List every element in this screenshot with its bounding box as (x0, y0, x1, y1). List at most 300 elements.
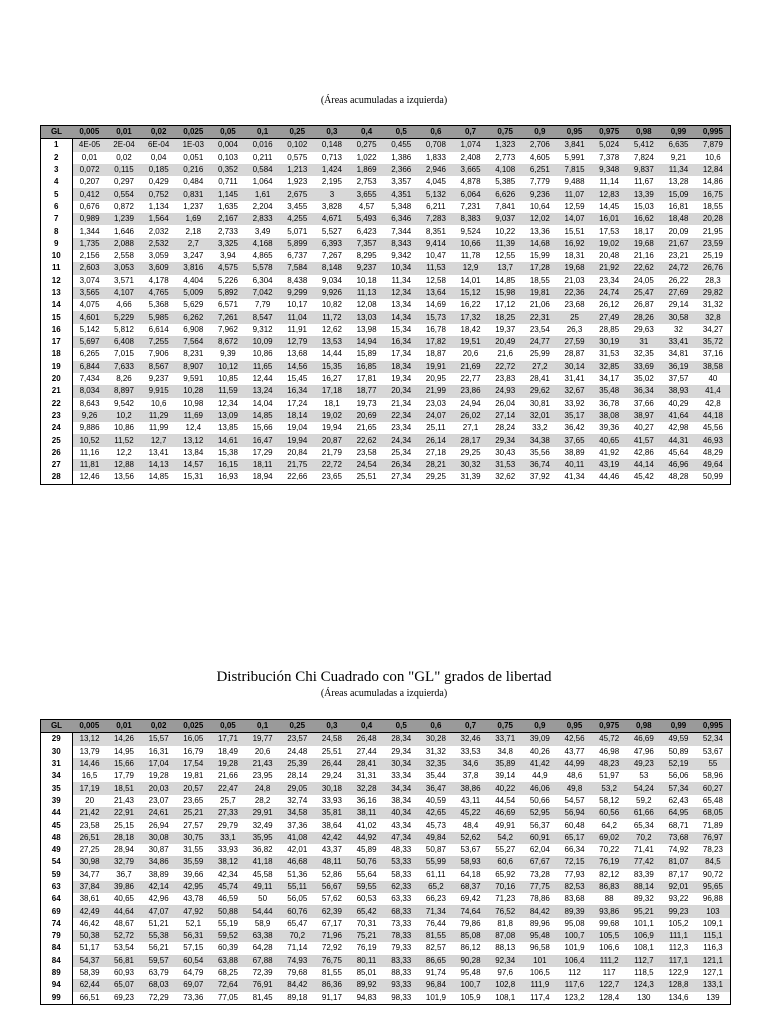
header-probability: 0,1 (245, 720, 280, 733)
value-cell: 39,86 (107, 881, 142, 893)
value-cell: 22,36 (557, 287, 592, 299)
value-cell: 7,633 (107, 361, 142, 373)
value-cell: 46,93 (696, 434, 731, 446)
value-cell: 3,565 (72, 287, 107, 299)
value-cell: 7,261 (211, 311, 246, 323)
value-cell: 14,57 (176, 459, 211, 471)
value-cell: 31,32 (702, 300, 723, 310)
value-cell: 1,064 (252, 177, 273, 187)
value-cell: 0,352 (211, 164, 246, 176)
value-cell: 23,65 (183, 795, 204, 805)
value-cell: 70,22 (599, 845, 620, 855)
value-cell: 64,79 (183, 968, 204, 978)
value-cell: 7,779 (529, 177, 550, 187)
table-row (41, 139, 731, 152)
value-cell: 25,47 (627, 287, 662, 299)
value-cell: 14,94 (349, 336, 384, 348)
value-cell: 55,11 (280, 881, 315, 893)
header-probability: 0,4 (349, 720, 384, 733)
value-cell: 52,1 (185, 918, 202, 928)
gl-cell: 74 (41, 918, 73, 930)
header-probability: 0,005 (72, 720, 107, 733)
value-cell: 65,42 (349, 905, 384, 917)
value-cell: 59,52 (211, 930, 246, 942)
value-cell: 11,13 (349, 287, 384, 299)
value-cell: 96,88 (702, 894, 723, 904)
value-cell: 14,26 (107, 733, 142, 746)
value-cell: 12,46 (72, 471, 107, 484)
value-cell: 10,09 (245, 336, 280, 348)
value-cell: 46,59 (217, 894, 238, 904)
value-cell: 7,357 (349, 238, 384, 250)
value-cell: 60,6 (488, 856, 523, 868)
value-cell: 62,44 (72, 979, 107, 991)
header-probability: 0,99 (661, 126, 696, 139)
value-cell: 34,8 (497, 746, 513, 756)
chi-square-table-2 (40, 719, 731, 1005)
value-cell: 16,05 (176, 733, 211, 746)
value-cell: 53,33 (384, 856, 419, 868)
value-cell: 23,34 (599, 275, 620, 285)
value-cell: 67,17 (321, 918, 342, 928)
header-probability: 0,4 (349, 126, 384, 139)
value-cell: 35,56 (529, 447, 550, 457)
value-cell: 19,94 (321, 423, 342, 433)
value-cell: 30,19 (592, 336, 627, 348)
value-cell: 71,14 (287, 943, 308, 953)
value-cell: 7,255 (141, 336, 176, 348)
value-cell: 40,29 (668, 398, 689, 408)
table2-title: Distribución Chi Cuadrado con "GL" grados de libertad (216, 669, 552, 685)
gl-cell: 21 (41, 385, 73, 397)
gl-cell: 26 (41, 447, 73, 459)
value-cell: 61,11 (426, 869, 446, 879)
value-cell: 1,134 (148, 201, 169, 211)
value-cell: 2,946 (419, 164, 454, 176)
gl-cell: 7 (41, 213, 73, 225)
value-cell: 0,102 (280, 139, 315, 152)
table-row (41, 225, 731, 237)
value-cell: 33,71 (488, 733, 523, 746)
value-cell: 6,064 (453, 188, 488, 200)
value-cell: 26,87 (633, 300, 654, 310)
value-cell: 18,51 (107, 782, 142, 794)
value-cell: 51,21 (148, 918, 169, 928)
value-cell: 6,251 (523, 164, 558, 176)
value-cell: 12,7 (141, 434, 176, 446)
value-cell: 0,051 (183, 152, 204, 162)
value-cell: 39,09 (523, 733, 558, 746)
value-cell: 18,55 (702, 201, 723, 211)
value-cell: 12,62 (321, 324, 342, 334)
value-cell: 37,92 (523, 471, 558, 484)
value-cell: 44,64 (107, 905, 142, 917)
value-cell: 56,05 (287, 894, 308, 904)
value-cell: 12,58 (425, 275, 446, 285)
value-cell: 82,57 (425, 943, 446, 953)
value-cell: 106,9 (627, 930, 662, 942)
value-cell: 0,211 (252, 152, 273, 162)
value-cell: 5,697 (72, 336, 107, 348)
value-cell: 52,95 (523, 807, 558, 819)
value-cell: 51,17 (79, 943, 100, 953)
value-cell: 17,79 (113, 771, 134, 781)
value-cell: 55,99 (419, 856, 454, 868)
value-cell: 59,57 (141, 955, 176, 967)
value-cell: 28,18 (107, 832, 142, 844)
value-cell: 53,67 (702, 746, 723, 756)
value-cell: 46,98 (599, 746, 620, 756)
value-cell: 60,53 (356, 894, 377, 904)
value-cell: 13,39 (627, 188, 662, 200)
value-cell: 4,765 (141, 287, 176, 299)
value-cell: 45,22 (453, 807, 488, 819)
value-cell: 9,237 (349, 262, 384, 274)
value-cell: 16,34 (384, 336, 419, 348)
value-cell: 13,28 (668, 177, 689, 187)
value-cell: 35,72 (696, 336, 731, 348)
value-cell: 38,08 (592, 410, 627, 422)
value-cell: 77,93 (564, 869, 585, 879)
value-cell: 79,86 (460, 918, 481, 928)
value-cell: 10,82 (321, 300, 342, 310)
value-cell: 5,348 (391, 201, 412, 211)
value-cell: 5,412 (627, 139, 662, 152)
value-cell: 4,108 (488, 164, 523, 176)
value-cell: 32,8 (696, 311, 731, 323)
value-cell: 14,61 (211, 434, 246, 446)
value-cell: 11,78 (460, 251, 481, 261)
value-cell: 4,255 (280, 213, 315, 225)
value-cell: 49,23 (627, 758, 662, 770)
value-cell: 101,9 (419, 992, 454, 1005)
value-cell: 14,86 (702, 177, 723, 187)
value-cell: 1,646 (113, 226, 134, 236)
gl-cell: 10 (41, 250, 73, 262)
value-cell: 10,2 (107, 410, 142, 422)
value-cell: 0,103 (217, 152, 238, 162)
gl-cell: 28 (41, 471, 73, 484)
value-cell: 36,74 (523, 459, 558, 471)
value-cell: 3,455 (287, 201, 308, 211)
chi-square-table-1 (40, 125, 731, 485)
value-cell: 29,79 (217, 820, 238, 830)
value-cell: 36,34 (627, 385, 662, 397)
value-cell: 17,12 (495, 300, 516, 310)
value-cell: 4,045 (425, 177, 446, 187)
value-cell: 81,55 (321, 968, 342, 978)
value-cell: 41,4 (696, 385, 731, 397)
gl-cell: 64 (41, 893, 73, 905)
value-cell: 48,29 (702, 447, 723, 457)
value-cell: 101,1 (633, 918, 654, 928)
value-cell: 69,02 (592, 832, 627, 844)
value-cell: 21,06 (529, 300, 550, 310)
gl-cell: 44 (41, 807, 73, 819)
value-cell: 19,37 (495, 324, 516, 334)
value-cell: 41,02 (356, 820, 377, 830)
value-cell: 62,39 (315, 905, 350, 917)
value-cell: 7,962 (217, 324, 238, 334)
value-cell: 32,74 (287, 795, 308, 805)
table-row (41, 918, 731, 930)
value-cell: 50,99 (696, 471, 731, 484)
value-cell: 25,51 (349, 471, 384, 484)
value-cell: 28,41 (529, 374, 550, 384)
value-cell: 24,48 (287, 746, 308, 756)
value-cell: 76,19 (356, 943, 377, 953)
value-cell: 18,49 (217, 746, 238, 756)
value-cell: 11,69 (176, 410, 211, 422)
value-cell: 81,55 (419, 930, 454, 942)
value-cell: 8,343 (384, 238, 419, 250)
value-cell: 99,23 (661, 905, 696, 917)
value-cell: 3,655 (349, 188, 384, 200)
value-cell: 0,185 (141, 164, 176, 176)
value-cell: 8,567 (141, 361, 176, 373)
value-cell: 32 (674, 324, 683, 334)
value-cell: 37,84 (72, 881, 107, 893)
value-cell: 38,61 (79, 894, 100, 904)
value-cell: 81,45 (245, 992, 280, 1005)
value-cell: 19,02 (315, 410, 350, 422)
value-cell: 2E-04 (107, 139, 142, 152)
value-cell: 26,94 (148, 820, 169, 830)
value-cell: 5,229 (107, 311, 142, 323)
value-cell: 1,735 (72, 238, 107, 250)
value-cell: 28,85 (599, 324, 620, 334)
value-cell: 31,53 (488, 459, 523, 471)
header-probability: 0,5 (384, 126, 419, 139)
value-cell: 25,51 (321, 746, 342, 756)
header-probability: 0,25 (280, 720, 315, 733)
value-cell: 1,833 (425, 152, 446, 162)
value-cell: 17,32 (453, 311, 488, 323)
header-probability: 0,3 (315, 126, 350, 139)
header-probability: 0,75 (488, 720, 523, 733)
value-cell: 85,01 (356, 968, 377, 978)
value-cell: 0,676 (79, 201, 100, 211)
value-cell: 7,824 (633, 152, 654, 162)
value-cell: 17,04 (141, 758, 176, 770)
value-cell: 13,41 (148, 447, 169, 457)
value-cell: 124,3 (627, 979, 662, 991)
value-cell: 68,33 (384, 905, 419, 917)
value-cell: 72,29 (141, 992, 176, 1005)
value-cell: 14,01 (460, 275, 481, 285)
value-cell: 7,841 (495, 201, 516, 211)
value-cell: 44,31 (661, 434, 696, 446)
value-cell: 78,23 (702, 845, 723, 855)
value-cell: 10,66 (453, 238, 488, 250)
value-cell: 54,24 (627, 782, 662, 794)
value-cell: 91,17 (315, 992, 350, 1005)
value-cell: 74,93 (280, 955, 315, 967)
value-cell: 95,21 (627, 905, 662, 917)
value-cell: 35,02 (633, 374, 654, 384)
value-cell: 4,351 (384, 188, 419, 200)
value-cell: 101,9 (564, 943, 585, 953)
gl-cell: 34 (41, 770, 73, 782)
value-cell: 66,34 (564, 845, 585, 855)
value-cell: 82,12 (599, 869, 620, 879)
value-cell: 11,29 (141, 410, 176, 422)
gl-cell: 18 (41, 348, 73, 360)
value-cell: 90,72 (702, 869, 723, 879)
value-cell: 0,872 (113, 201, 134, 211)
value-cell: 0,429 (148, 177, 169, 187)
value-cell: 39,36 (599, 423, 620, 433)
value-cell: 7,015 (113, 349, 134, 359)
value-cell: 33,2 (532, 423, 548, 433)
table-row (41, 361, 731, 373)
value-cell: 50 (258, 894, 268, 904)
gl-cell: 59 (41, 869, 73, 881)
value-cell: 30,43 (495, 447, 516, 457)
value-cell: 15,34 (391, 324, 412, 334)
value-cell: 31,31 (356, 771, 377, 781)
gl-cell: 27 (41, 459, 73, 471)
value-cell: 9,299 (280, 287, 315, 299)
value-cell: 13,09 (211, 410, 246, 422)
value-cell: 18,48 (661, 213, 696, 225)
value-cell: 96,58 (529, 943, 550, 953)
value-cell: 11,07 (557, 188, 592, 200)
value-cell: 6,614 (148, 324, 169, 334)
value-cell: 6,626 (488, 188, 523, 200)
value-cell: 23,07 (148, 795, 169, 805)
value-cell: 52,72 (107, 930, 142, 942)
value-cell: 51,36 (287, 869, 308, 879)
value-cell: 26,76 (696, 262, 731, 274)
value-cell: 9,236 (523, 188, 558, 200)
value-cell: 32,79 (107, 856, 142, 868)
value-cell: 54,57 (564, 795, 585, 805)
value-cell: 48,33 (391, 845, 412, 855)
value-cell: 42,49 (72, 905, 107, 917)
value-cell: 38,89 (148, 869, 169, 879)
value-cell: 76,75 (315, 955, 350, 967)
value-cell: 128,8 (661, 979, 696, 991)
value-cell: 93,86 (592, 905, 627, 917)
value-cell: 70,31 (356, 918, 377, 928)
value-cell: 62,33 (384, 881, 419, 893)
value-cell: 128,4 (592, 992, 627, 1005)
value-cell: 28,94 (113, 845, 134, 855)
value-cell: 3 (315, 188, 350, 200)
value-cell: 95,48 (523, 930, 558, 942)
value-cell: 21,43 (113, 795, 134, 805)
value-cell: 95,65 (696, 881, 731, 893)
value-cell: 69,07 (176, 979, 211, 991)
value-cell: 18,34 (384, 361, 419, 373)
value-cell: 65,47 (287, 918, 308, 928)
value-cell: 38,64 (321, 820, 342, 830)
value-cell: 44,99 (557, 758, 592, 770)
value-cell: 34,86 (141, 856, 176, 868)
value-cell: 18,94 (245, 471, 280, 484)
value-cell: 112 (568, 968, 581, 978)
value-cell: 43,37 (321, 845, 342, 855)
value-cell: 29,05 (280, 782, 315, 794)
header-probability: 0,05 (211, 720, 246, 733)
value-cell: 32,28 (349, 782, 384, 794)
value-cell: 78,86 (529, 894, 550, 904)
value-cell: 20,57 (176, 782, 211, 794)
value-cell: 8,148 (315, 262, 350, 274)
value-cell: 9,524 (460, 226, 481, 236)
value-cell: 27,1 (462, 423, 479, 433)
value-cell: 45,74 (211, 881, 246, 893)
value-cell: 58,93 (453, 856, 488, 868)
value-cell: 85,08 (453, 930, 488, 942)
value-cell: 23,03 (425, 398, 446, 408)
value-cell: 26,22 (668, 275, 689, 285)
value-cell: 36,47 (419, 782, 454, 794)
value-cell: 26,12 (599, 300, 620, 310)
value-cell: 53,54 (113, 943, 134, 953)
gl-cell: 13 (41, 287, 73, 299)
gl-cell: 49 (41, 844, 73, 856)
value-cell: 83,68 (564, 894, 585, 904)
value-cell: 21,16 (633, 251, 654, 261)
value-cell: 68,25 (217, 968, 238, 978)
value-cell: 8,26 (116, 374, 132, 384)
value-cell: 0,455 (384, 139, 419, 152)
table-row (41, 967, 731, 979)
gl-cell: 89 (41, 967, 73, 979)
value-cell: 66,51 (72, 992, 107, 1005)
value-cell: 12,84 (696, 164, 731, 176)
value-cell: 35,89 (488, 758, 523, 770)
value-cell: 27,57 (183, 820, 204, 830)
value-cell: 14,69 (425, 300, 446, 310)
value-cell: 32,01 (523, 410, 558, 422)
value-cell: 76,19 (592, 856, 627, 868)
value-cell: 56,06 (668, 771, 689, 781)
table-row (41, 746, 731, 758)
value-cell: 31 (627, 336, 662, 348)
value-cell: 50,88 (211, 905, 246, 917)
value-cell: 24,93 (488, 385, 523, 397)
value-cell: 29,14 (668, 300, 689, 310)
value-cell: 38,58 (696, 361, 731, 373)
value-cell: 9,037 (488, 213, 523, 225)
table-row (41, 385, 731, 397)
table-row (41, 930, 731, 942)
value-cell: 17,28 (523, 262, 558, 274)
value-cell: 11,34 (391, 275, 411, 285)
value-cell: 46,96 (661, 459, 696, 471)
value-cell: 16,78 (425, 324, 446, 334)
value-cell: 78,33 (384, 930, 419, 942)
gl-cell: 79 (41, 930, 73, 942)
value-cell: 37,65 (557, 434, 592, 446)
value-cell: 28,87 (564, 349, 585, 359)
value-cell: 15,45 (287, 374, 308, 384)
value-cell: 1,386 (391, 152, 412, 162)
value-cell: 83,33 (384, 955, 419, 967)
table-row (41, 213, 731, 225)
value-cell: 19,04 (287, 423, 308, 433)
value-cell: 23,21 (668, 251, 689, 261)
value-cell: 0,016 (245, 139, 280, 152)
header-probability: 0,9 (523, 720, 558, 733)
table-row (41, 844, 731, 856)
value-cell: 0,484 (183, 177, 204, 187)
value-cell: 21,43 (245, 758, 280, 770)
value-cell: 22,62 (349, 434, 384, 446)
